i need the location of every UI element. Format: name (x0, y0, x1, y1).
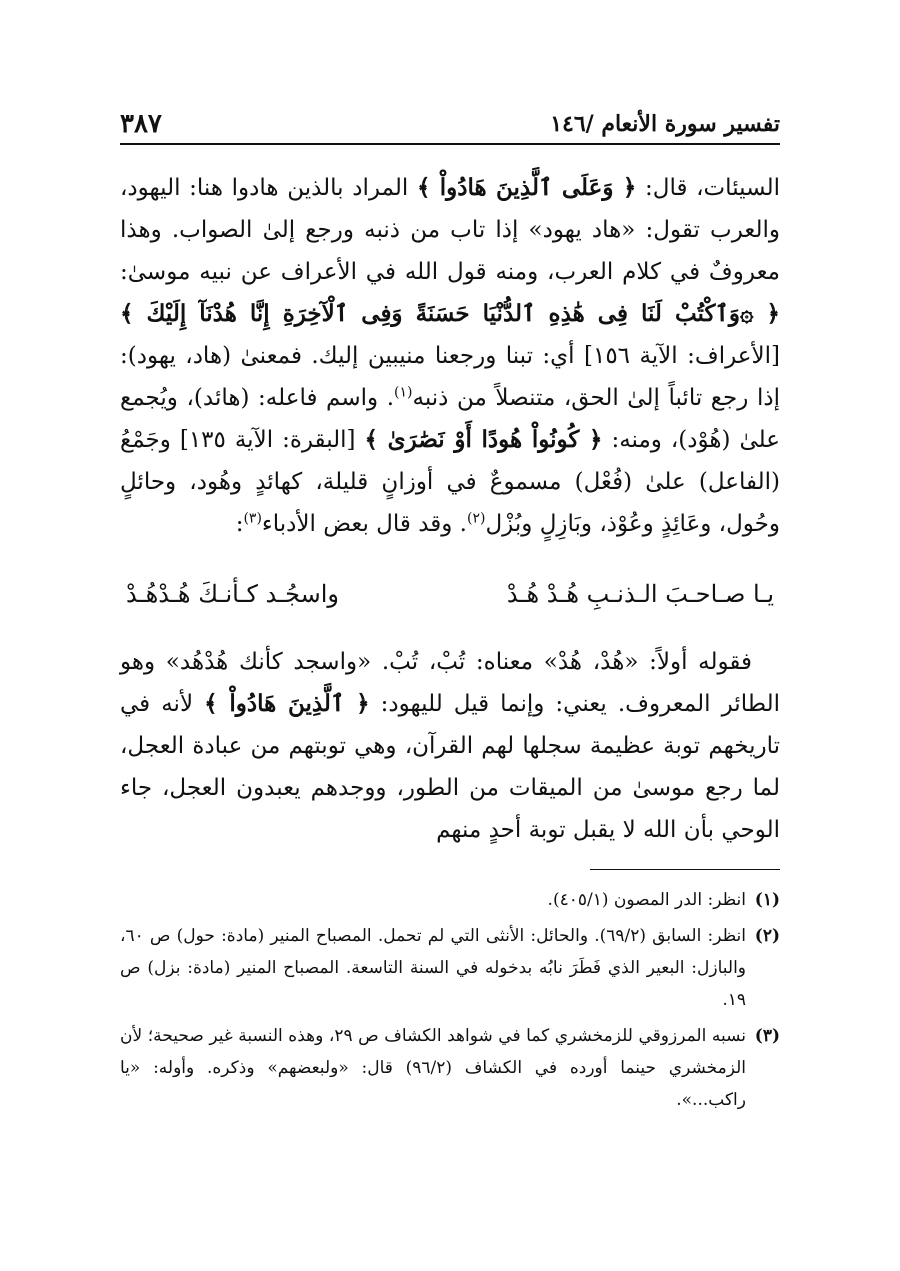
book-page (120, 95, 780, 1195)
header-title: تفسير سورة الأنعام /١٤٦ (550, 111, 780, 137)
poem-hemistich-1: يـا صـاحـبَ الـذنـبِ هُـدْ هُـدْ (506, 580, 774, 608)
footnote-number: (٢) (754, 926, 780, 946)
text-run: . واسم فاعله: (هائد)، ويُجمع علىٰ (هُوْد)، ومنه: (120, 385, 780, 453)
footnote-number: (٣) (754, 1026, 780, 1046)
footnote-ref-2[interactable]: (٢) (467, 510, 486, 527)
text-run: لأنه في تاريخهم توبة عظيمة سجلها لهم القرآن، وهي توبتهم من عبادة العجل، لما رجع موسىٰ من الميقات من الطور، ووجدهم يعبدون العجل، جاء الوحي بأن الله لا يقبل توبة أحدٍ منهم (120, 691, 780, 843)
text-run: السيئات، قال: (636, 175, 780, 201)
text-run: : (235, 511, 244, 537)
page-number: ٣٨٧ (120, 109, 162, 139)
footnote-1 (120, 884, 780, 916)
footnote-ref-1[interactable]: (١) (394, 384, 413, 401)
quran-verse: ﴿ وَعَلَى ٱلَّذِينَ هَادُواْ ﴾ (416, 174, 637, 201)
footnote-number: (١) (754, 890, 780, 910)
quran-verse: ﴿ ۞وَٱكْتُبْ لَنَا فِى هَٰذِهِ ٱلدُّنْيَا حَسَنَةً وَفِى ٱلْآخِرَةِ إِنَّا هُدْنَآ إِلَيْكَ ﴾ (120, 300, 780, 327)
footnote-text: انظر: الدر المصون (٤٠٥/١). (547, 890, 746, 910)
main-text (120, 167, 780, 851)
footnote-text: نسبه المرزوقي للزمخشري كما في شواهد الكشاف ص ٢٩، وهذه النسبة غير صحيحة؛ لأن الزمخشري حينما أورده في الكشاف (٩٦/٢) قال: «ولبعضهم» وذكره. وأوله: «يا راكب...». (120, 1026, 747, 1110)
poem-hemistich-2: واسجُـد كـأنـكَ هُـدْهُـدْ (126, 580, 340, 608)
running-header (120, 95, 780, 139)
footnote-separator (590, 869, 780, 870)
header-rule (120, 143, 780, 145)
footnotes (120, 884, 780, 1116)
paragraph-1 (120, 167, 780, 545)
footnote-2 (120, 920, 780, 1016)
paragraph-2-wrapper (120, 641, 780, 851)
footnote-text: انظر: السابق (٦٩/٢). والحائل: الأنثى التي لم تحمل. المصباح المنير (مادة: حول) ص ٦٠، والبازل: البعير الذي فَطَرَ نابُه بدخوله في السنة التاسعة. المصباح المنير (مادة: بزل) ص ١٩. (120, 926, 746, 1010)
text-run: فقوله أولاً: «هُدْ، هُدْ» معناه: تُبْ، تُبْ. «واسجد كأنك هُدْهُد» وهو الطائر المعروف. يعني: وإنما قيل لليهود: (120, 649, 780, 717)
paragraph-2 (120, 641, 780, 851)
quran-verse: ﴿ كُونُواْ هُودًا أَوْ نَصَٰرَىٰ ﴾ (364, 426, 603, 453)
text-run: المراد بالذين هادوا هنا: اليهود، والعرب تقول: «هاد يهود» إذا تاب من ذنبه ورجع إلىٰ الصواب. وهذا معروفٌ في كلام العرب، ومنه قول الله في الأعراف عن نبيه موسىٰ: (120, 175, 780, 285)
quran-verse: ﴿ ٱلَّذِينَ هَادُواْ ﴾ (204, 690, 370, 717)
footnote-ref-3[interactable]: (٣) (243, 510, 262, 527)
text-run: [الأعراف: الآية ١٥٦] أي: تبنا ورجعنا منيبين إليك. فمعنىٰ (هاد، يهود): إذا رجع تائباً إلىٰ الحق، متنصلاً من ذنبه (120, 343, 780, 411)
text-run: . وقد قال بعض الأدباء (261, 511, 467, 537)
text-run: [البقرة: الآية ١٣٥] وجَمْعُ (الفاعل) علىٰ (فُعْل) مسموعٌ في أوزانٍ قليلة، كهائدٍ وهُود، وحائلٍ وحُول، وعَائِذٍ وعُوْذ، وبَازِلٍ وبُزْل (120, 427, 780, 537)
poem-verse (120, 573, 780, 615)
footnote-3 (120, 1020, 780, 1116)
